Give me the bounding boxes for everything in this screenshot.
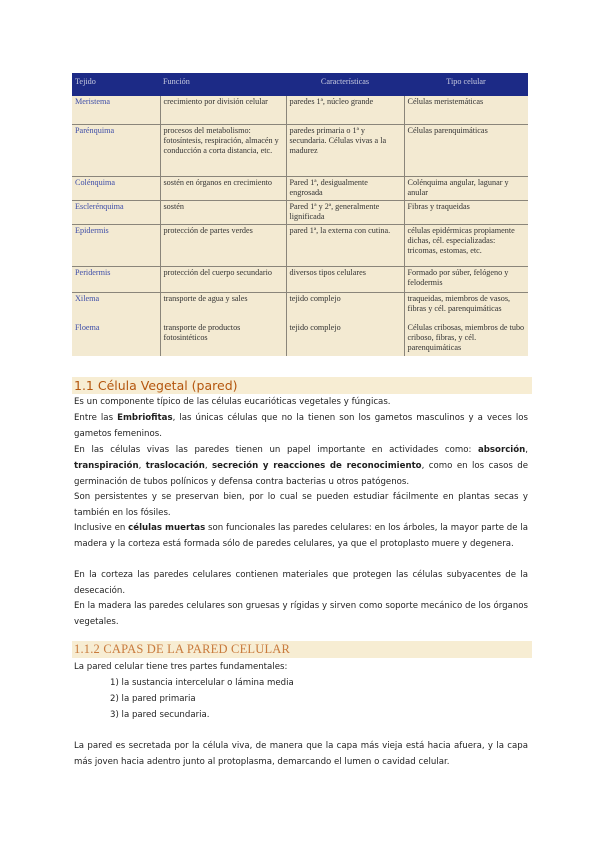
- cell-function: sostén en órganos en crecimiento: [160, 176, 286, 200]
- text-run: ,: [138, 461, 146, 471]
- paragraph: [74, 598, 528, 630]
- cell-tissue: Esclerénquima: [72, 200, 160, 224]
- cell-characteristics: Pared 1ª y 2ª, generalmente lignificada: [286, 200, 404, 224]
- cell-function: transporte de agua y sales: [160, 292, 286, 322]
- cell-tissue: Colénquima: [72, 176, 160, 200]
- paragraph-text: La pared celular tiene tres partes fundamentales:: [74, 662, 288, 672]
- header-tissue: Tejido: [72, 73, 160, 96]
- cell-type: traqueidas, miembros de vasos, fibras y cél. parenquimáticas: [404, 292, 528, 322]
- cell-tissue: Peridermis: [72, 266, 160, 292]
- cell-tissue: Epidermis: [72, 224, 160, 266]
- text-run: , las únicas células que no la tienen son los gametos masculinos y a veces los gametos femeninos.: [74, 413, 528, 439]
- paragraph-text: Son persistentes y se preservan bien, por lo cual se pueden estudiar fácilmente en plantas secas y también en los fósiles.: [74, 492, 528, 518]
- paragraph: [74, 410, 528, 442]
- cell-function: transporte de productos fotosintéticos: [160, 322, 286, 356]
- cell-type: Células meristemáticas: [404, 96, 528, 124]
- table-row: [72, 292, 528, 322]
- text-run: Inclusive en: [74, 523, 129, 533]
- table-row: [72, 200, 528, 224]
- paragraph-text: En la corteza las paredes celulares contienen materiales que protegen las células subyacentes de la desecación.: [74, 570, 528, 596]
- tissue-table: [72, 73, 528, 356]
- cell-characteristics: paredes 1ª, núcleo grande: [286, 96, 404, 124]
- table-row: [72, 224, 528, 266]
- section-heading-wall-layers: 1.1.2 CAPAS DE LA PARED CELULAR: [72, 641, 532, 658]
- paragraph-text: En la madera las paredes celulares son gruesas y rígidas y sirven como soporte mecánico de los órganos vegetales.: [74, 601, 528, 627]
- section-heading-cell-wall: 1.1 Célula Vegetal (pared): [72, 377, 532, 394]
- cell-function: crecimiento por división celular: [160, 96, 286, 124]
- text-run: ,: [204, 461, 213, 471]
- cell-characteristics: pared 1ª, la externa con cutina.: [286, 224, 404, 266]
- paragraph: [74, 659, 528, 675]
- table-header-row: [72, 73, 528, 96]
- header-characteristics: Características: [286, 73, 404, 96]
- paragraph-text: La pared es secretada por la célula viva, de manera que la capa más vieja está hacia afuera, y la capa más joven hacia adentro junto al protoplasma, demarcando el lumen o cavidad celular.: [74, 741, 528, 767]
- cell-type: Células cribosas, miembros de tubo criboso, fibras, y cél. parenquimáticas: [404, 322, 528, 356]
- bold-term: células muertas: [128, 523, 206, 533]
- table-row: [72, 124, 528, 176]
- header-function: Función: [160, 73, 286, 96]
- paragraph: [74, 738, 528, 770]
- text-run: En las células vivas las paredes tienen un papel importante en actividades como:: [74, 445, 478, 455]
- text-run: son funcionales las paredes celulares: en los árboles, la mayor parte de la madera y la corteza está formada sólo de paredes celulares, ya que el protoplasto muere y degenera.: [74, 523, 528, 549]
- bold-term: absorción: [477, 445, 526, 455]
- cell-type: Formado por súber, felógeno y felodermis: [404, 266, 528, 292]
- cell-function: sostén: [160, 200, 286, 224]
- cell-tissue: Meristema: [72, 96, 160, 124]
- cell-type: Fibras y traqueidas: [404, 200, 528, 224]
- cell-function: protección del cuerpo secundario: [160, 266, 286, 292]
- list-item: 2) la pared primaria: [110, 694, 196, 704]
- cell-function: protección de partes verdes: [160, 224, 286, 266]
- bold-term: traslocación: [145, 461, 205, 471]
- bold-term: secreción y reacciones de reconocimiento: [212, 461, 422, 471]
- list-item: 1) la sustancia intercelular o lámina media: [110, 678, 294, 688]
- table-row: [72, 176, 528, 200]
- text-run: Entre las: [74, 413, 118, 423]
- header-cell-type: Tipo celular: [404, 73, 528, 96]
- text-run: , como en los casos de germinación de tubos polínicos y defensa contra bacterias u otros patógenos.: [74, 461, 528, 487]
- paragraph: [74, 489, 528, 521]
- cell-function: procesos del metabolismo: fotosíntesis, respiración, almacén y conducción a corta distancia, etc.: [160, 124, 286, 176]
- cell-tissue: Parénquima: [72, 124, 160, 176]
- cell-tissue: Xilema: [72, 292, 160, 322]
- paragraph: [74, 520, 528, 552]
- cell-type: Colénquima angular, lagunar y anular: [404, 176, 528, 200]
- cell-type: Células parenquimáticas: [404, 124, 528, 176]
- paragraph: [74, 567, 528, 599]
- paragraph: [74, 394, 528, 410]
- cell-characteristics: tejido complejo: [286, 292, 404, 322]
- cell-characteristics: diversos tipos celulares: [286, 266, 404, 292]
- table-row: [72, 266, 528, 292]
- table-row: [72, 322, 528, 356]
- paragraph: [74, 442, 528, 490]
- cell-characteristics: paredes primaria o 1ª y secundaria. Células vivas a la madurez: [286, 124, 404, 176]
- bold-term: transpiración: [74, 461, 139, 471]
- table-row: [72, 96, 528, 124]
- cell-tissue: Floema: [72, 322, 160, 356]
- paragraph-text: Es un componente típico de las células eucarióticas vegetales y fúngicas.: [74, 397, 391, 407]
- cell-characteristics: Pared 1ª, desigualmente engrosada: [286, 176, 404, 200]
- bold-term: Embriofitas: [117, 413, 173, 423]
- list-item: 3) la pared secundaria.: [110, 710, 210, 720]
- text-run: ,: [525, 445, 528, 455]
- cell-type: células epidérmicas propiamente dichas, cél. especializadas: tricomas, estomas, etc.: [404, 224, 528, 266]
- cell-characteristics: tejido complejo: [286, 322, 404, 356]
